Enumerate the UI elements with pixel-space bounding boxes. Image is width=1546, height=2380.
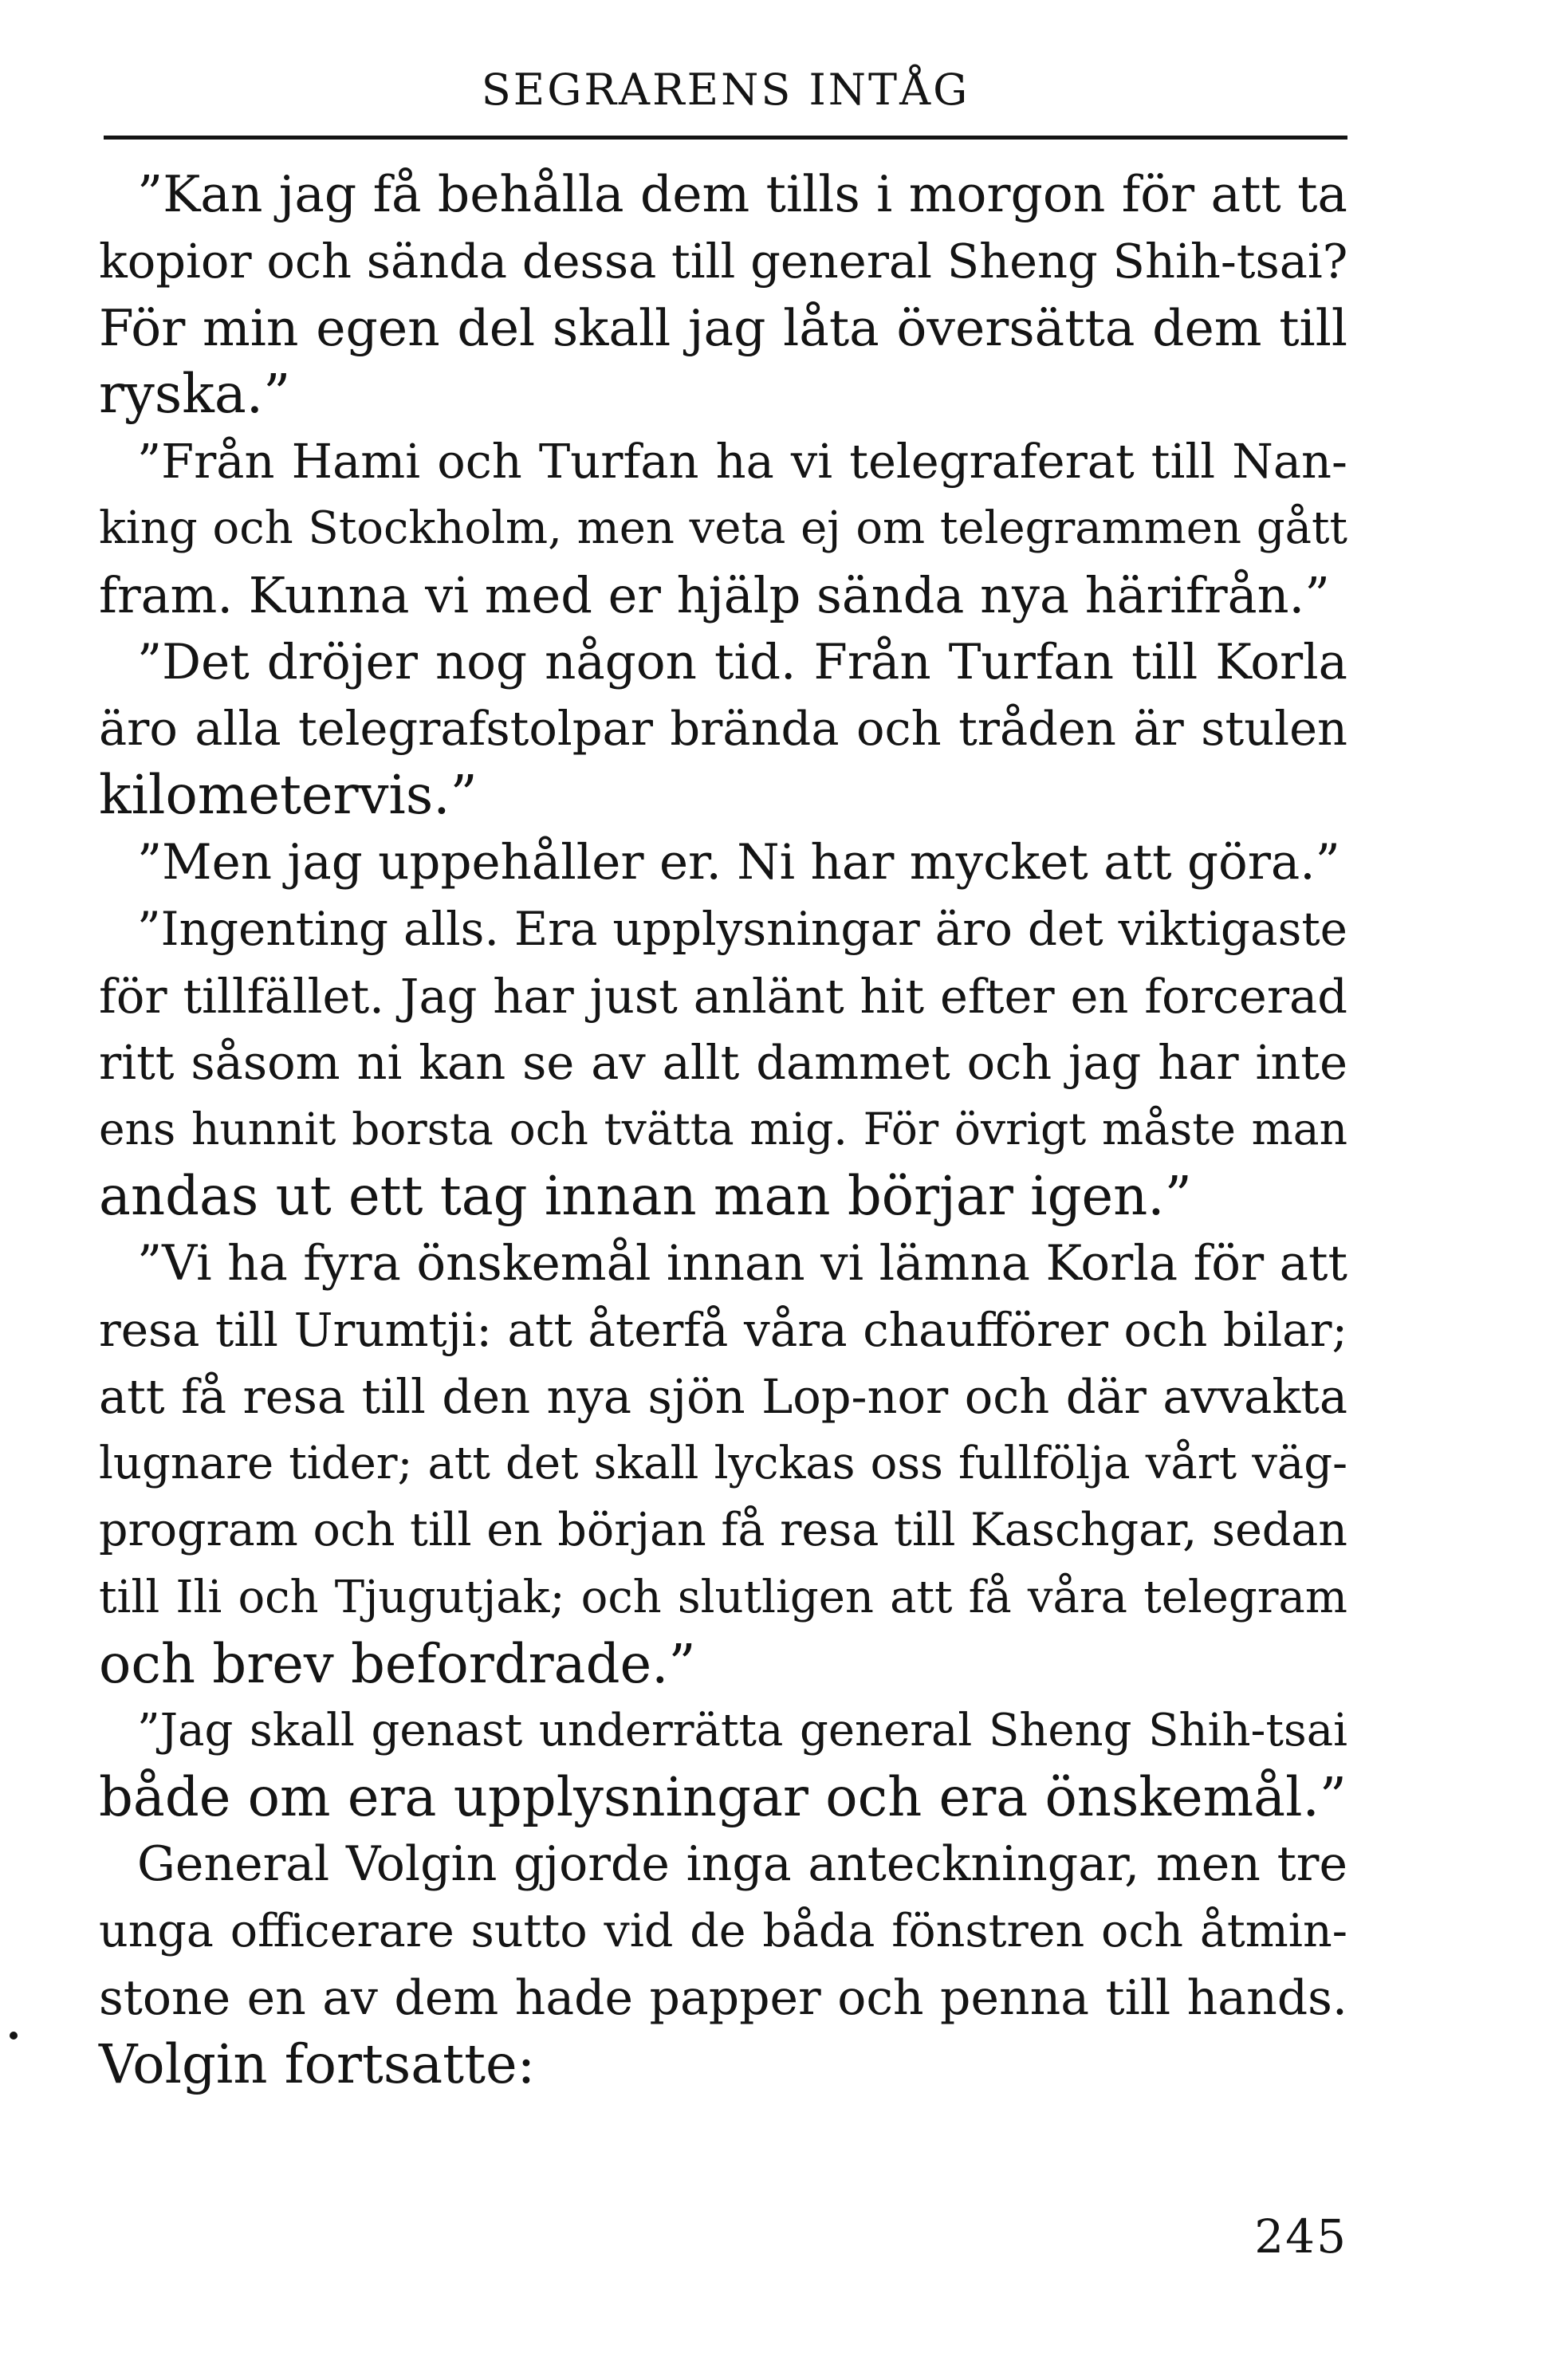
- text-line: och brev befordrade.”: [99, 1632, 696, 1695]
- text-line: att få resa till den nya sjön Lop-nor och där avvakta: [99, 1369, 1347, 1425]
- text-line: för tillfället. Jag har just anlänt hit efter en forcerad: [99, 968, 1347, 1024]
- ink-speck: [10, 2032, 18, 2040]
- text-line: För min egen del skall jag låta översätta dem till: [99, 298, 1347, 357]
- text-line: ”Jag skall genast underrätta general Sheng Shih-tsai: [137, 1705, 1347, 1757]
- text-line: Volgin fortsatte:: [99, 2033, 536, 2096]
- text-line: äro alla telegrafstolpar brända och tråden är stulen: [99, 701, 1347, 757]
- text-line: andas ut ett tag innan man börjar igen.”: [99, 1164, 1192, 1227]
- text-line: kopior och sända dessa till general Sheng Shih-tsai?: [99, 233, 1348, 289]
- text-line: ens hunnit borsta och tvätta mig. För övrigt måste man: [99, 1103, 1347, 1155]
- text-line: program och till en början få resa till Kaschgar, sedan: [99, 1503, 1347, 1556]
- text-line: ritt såsom ni kan se av allt dammet och jag har inte: [99, 1035, 1347, 1091]
- text-line: unga officerare sutto vid de båda fönstren och åtmin-: [99, 1904, 1347, 1957]
- text-line: king och Stockholm, men veta ej om telegrammen gått: [99, 502, 1347, 554]
- body-text: [99, 161, 1347, 2099]
- text-line: ”Det dröjer nog någon tid. Från Turfan till Korla: [137, 633, 1347, 690]
- header-rule: [104, 136, 1347, 140]
- text-line: ”Ingenting alls. Era upplysningar äro det viktigaste: [137, 901, 1347, 956]
- text-line: fram. Kunna vi med er hjälp sända nya härifrån.”: [99, 565, 1330, 624]
- running-head: SEGRARENS INTÅG: [481, 65, 970, 115]
- text-line: till Ili och Tjugutjak; och slutligen att få våra telegram: [99, 1571, 1347, 1623]
- text-line: kilometervis.”: [99, 764, 478, 827]
- text-line: både om era upplysningar och era önskemål.”: [99, 1766, 1347, 1829]
- text-line: ryska.”: [99, 363, 291, 426]
- text-line: ”Men jag uppehåller er. Ni har mycket att göra.”: [137, 833, 1340, 891]
- page-number: 245: [1254, 2209, 1347, 2264]
- text-line: ”Från Hami och Turfan ha vi telegraferat till Nan-: [137, 434, 1347, 490]
- text-line: ”Kan jag få behålla dem tills i morgon för att ta: [137, 165, 1347, 223]
- text-line: lugnare tider; att det skall lyckas oss fullfölja vårt väg-: [99, 1438, 1347, 1490]
- text-line: stone en av dem hade papper och penna till hands.: [99, 1969, 1347, 2026]
- text-line: ”Vi ha fyra önskemål innan vi lämna Korla för att: [137, 1234, 1347, 1292]
- text-line: resa till Urumtji: att återfå våra chaufförer och bilar;: [99, 1302, 1347, 1357]
- text-line: General Volgin gjorde inga anteckningar, men tre: [137, 1835, 1347, 1892]
